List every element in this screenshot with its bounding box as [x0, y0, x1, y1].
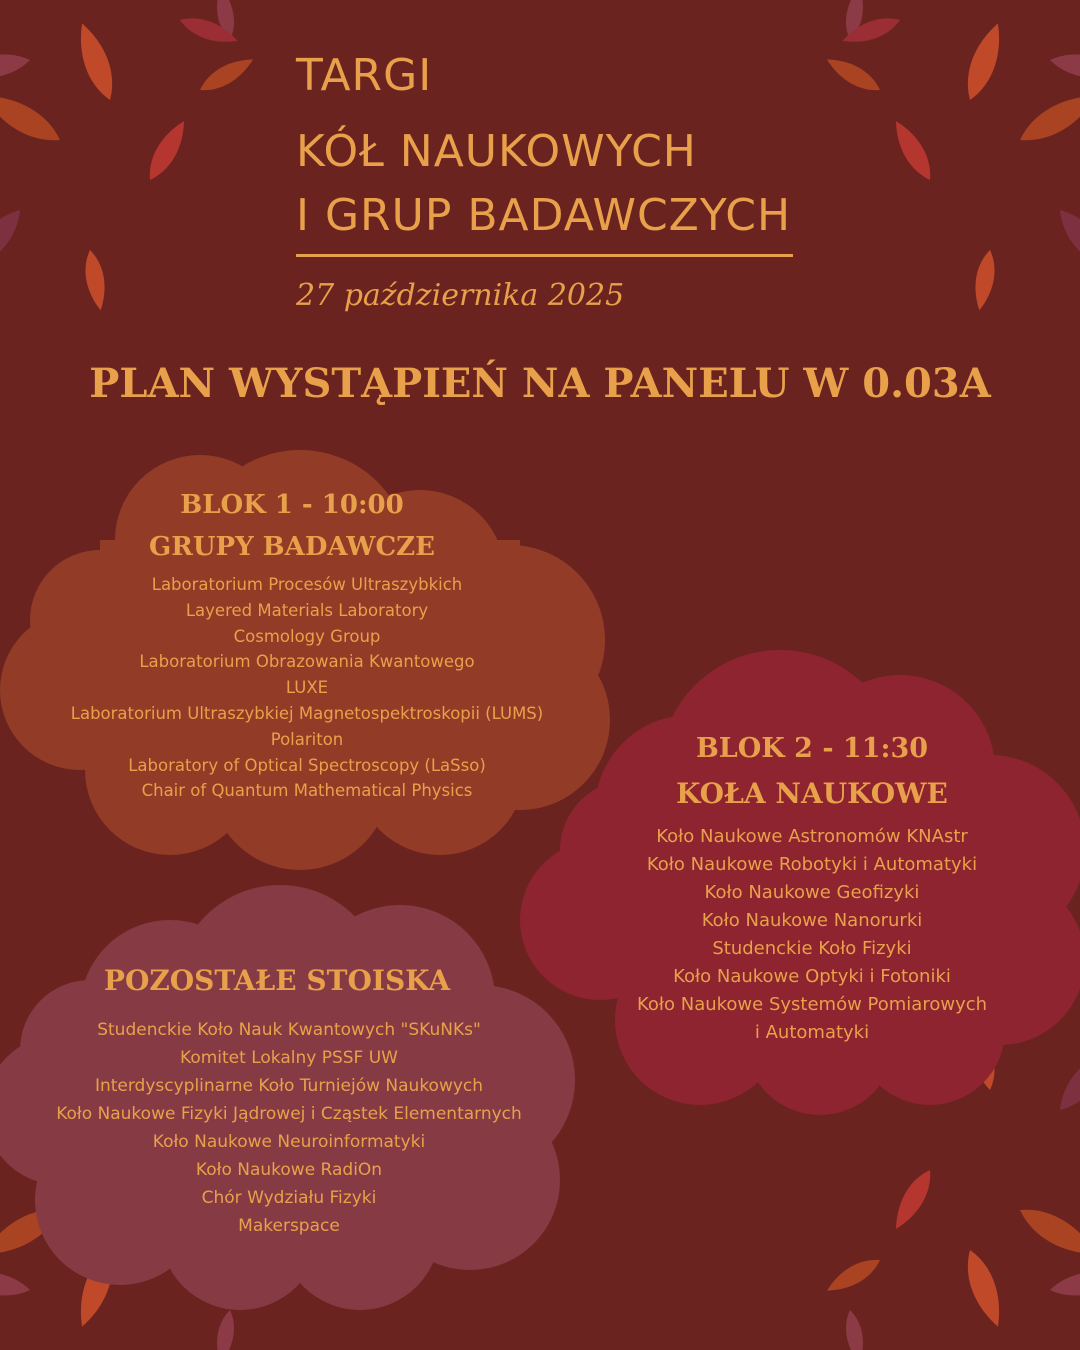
block2-item: Studenckie Koło Fizyki: [712, 938, 912, 959]
title-line-2: KÓŁ NAUKOWYCH: [296, 126, 697, 177]
block1-list: [22, 572, 592, 804]
block3-item: Koło Naukowe RadiOn: [195, 1160, 383, 1180]
block2-item: i Automatyki: [754, 1022, 870, 1043]
block3-item: Studenckie Koło Nauk Kwantowych "SKuNKs": [97, 1020, 481, 1040]
block1-item: Laboratorium Procesów Ultraszybkich: [151, 575, 463, 594]
block3-item: Koło Naukowe Fizyki Jądrowej i Cząstek Elementarnych: [56, 1104, 522, 1124]
block2-item: Koło Naukowe Robotyki i Automatyki: [646, 854, 978, 875]
block2-time: BLOK 2 - 11:30: [695, 733, 929, 764]
block1-time: BLOK 1 - 10:00: [180, 490, 404, 520]
title-line-1: TARGI: [296, 50, 433, 101]
block1-item: Layered Materials Laboratory: [185, 600, 429, 620]
decorative-petals-top-right: [823, 0, 1080, 312]
block1-item: Laboratory of Optical Spectroscopy (LaSso): [128, 755, 486, 775]
block2-list: [612, 823, 1012, 1047]
block1-item: Chair of Quantum Mathematical Physics: [141, 781, 473, 801]
block2-title: KOŁA NAUKOWE: [676, 777, 948, 810]
title-divider: [296, 254, 793, 257]
block3-title: POZOSTAŁE STOISKA: [103, 964, 451, 997]
block1-title: GRUPY BADAWCZE: [149, 532, 435, 562]
block3-item: Koło Naukowe Neuroinformatyki: [152, 1132, 426, 1152]
block3-item: Chór Wydziału Fizyki: [201, 1188, 377, 1208]
block1-item: LUXE: [285, 678, 329, 698]
block2-item: Koło Naukowe Geofizyki: [704, 882, 920, 903]
block1-item: Cosmology Group: [233, 626, 381, 646]
event-date: 27 października 2025: [296, 278, 625, 313]
block1-item: Polariton: [270, 729, 344, 749]
decorative-petals-top-left: [0, 0, 257, 312]
block3-item: Interdyscyplinarne Koło Turniejów Naukowych: [94, 1076, 484, 1096]
block2-item: Koło Naukowe Astronomów KNAstr: [656, 826, 968, 847]
block3-item: Komitet Lokalny PSSF UW: [180, 1048, 398, 1068]
block2-item: Koło Naukowe Systemów Pomiarowych: [636, 994, 988, 1015]
title-line-3: I GRUP BADAWCZYCH: [296, 190, 792, 241]
block1-item: Laboratorium Ultraszybkiej Magnetospektroskopii (LUMS): [70, 703, 544, 723]
block2-item: Koło Naukowe Nanorurki: [701, 910, 923, 931]
block3-list: [14, 1016, 564, 1240]
page-heading: PLAN WYSTĄPIEŃ NA PANELU W 0.03A: [89, 360, 991, 407]
block1-item: Laboratorium Obrazowania Kwantowego: [139, 652, 475, 672]
block3-item: Makerspace: [238, 1216, 340, 1236]
block2-item: Koło Naukowe Optyki i Fotoniki: [673, 966, 951, 987]
